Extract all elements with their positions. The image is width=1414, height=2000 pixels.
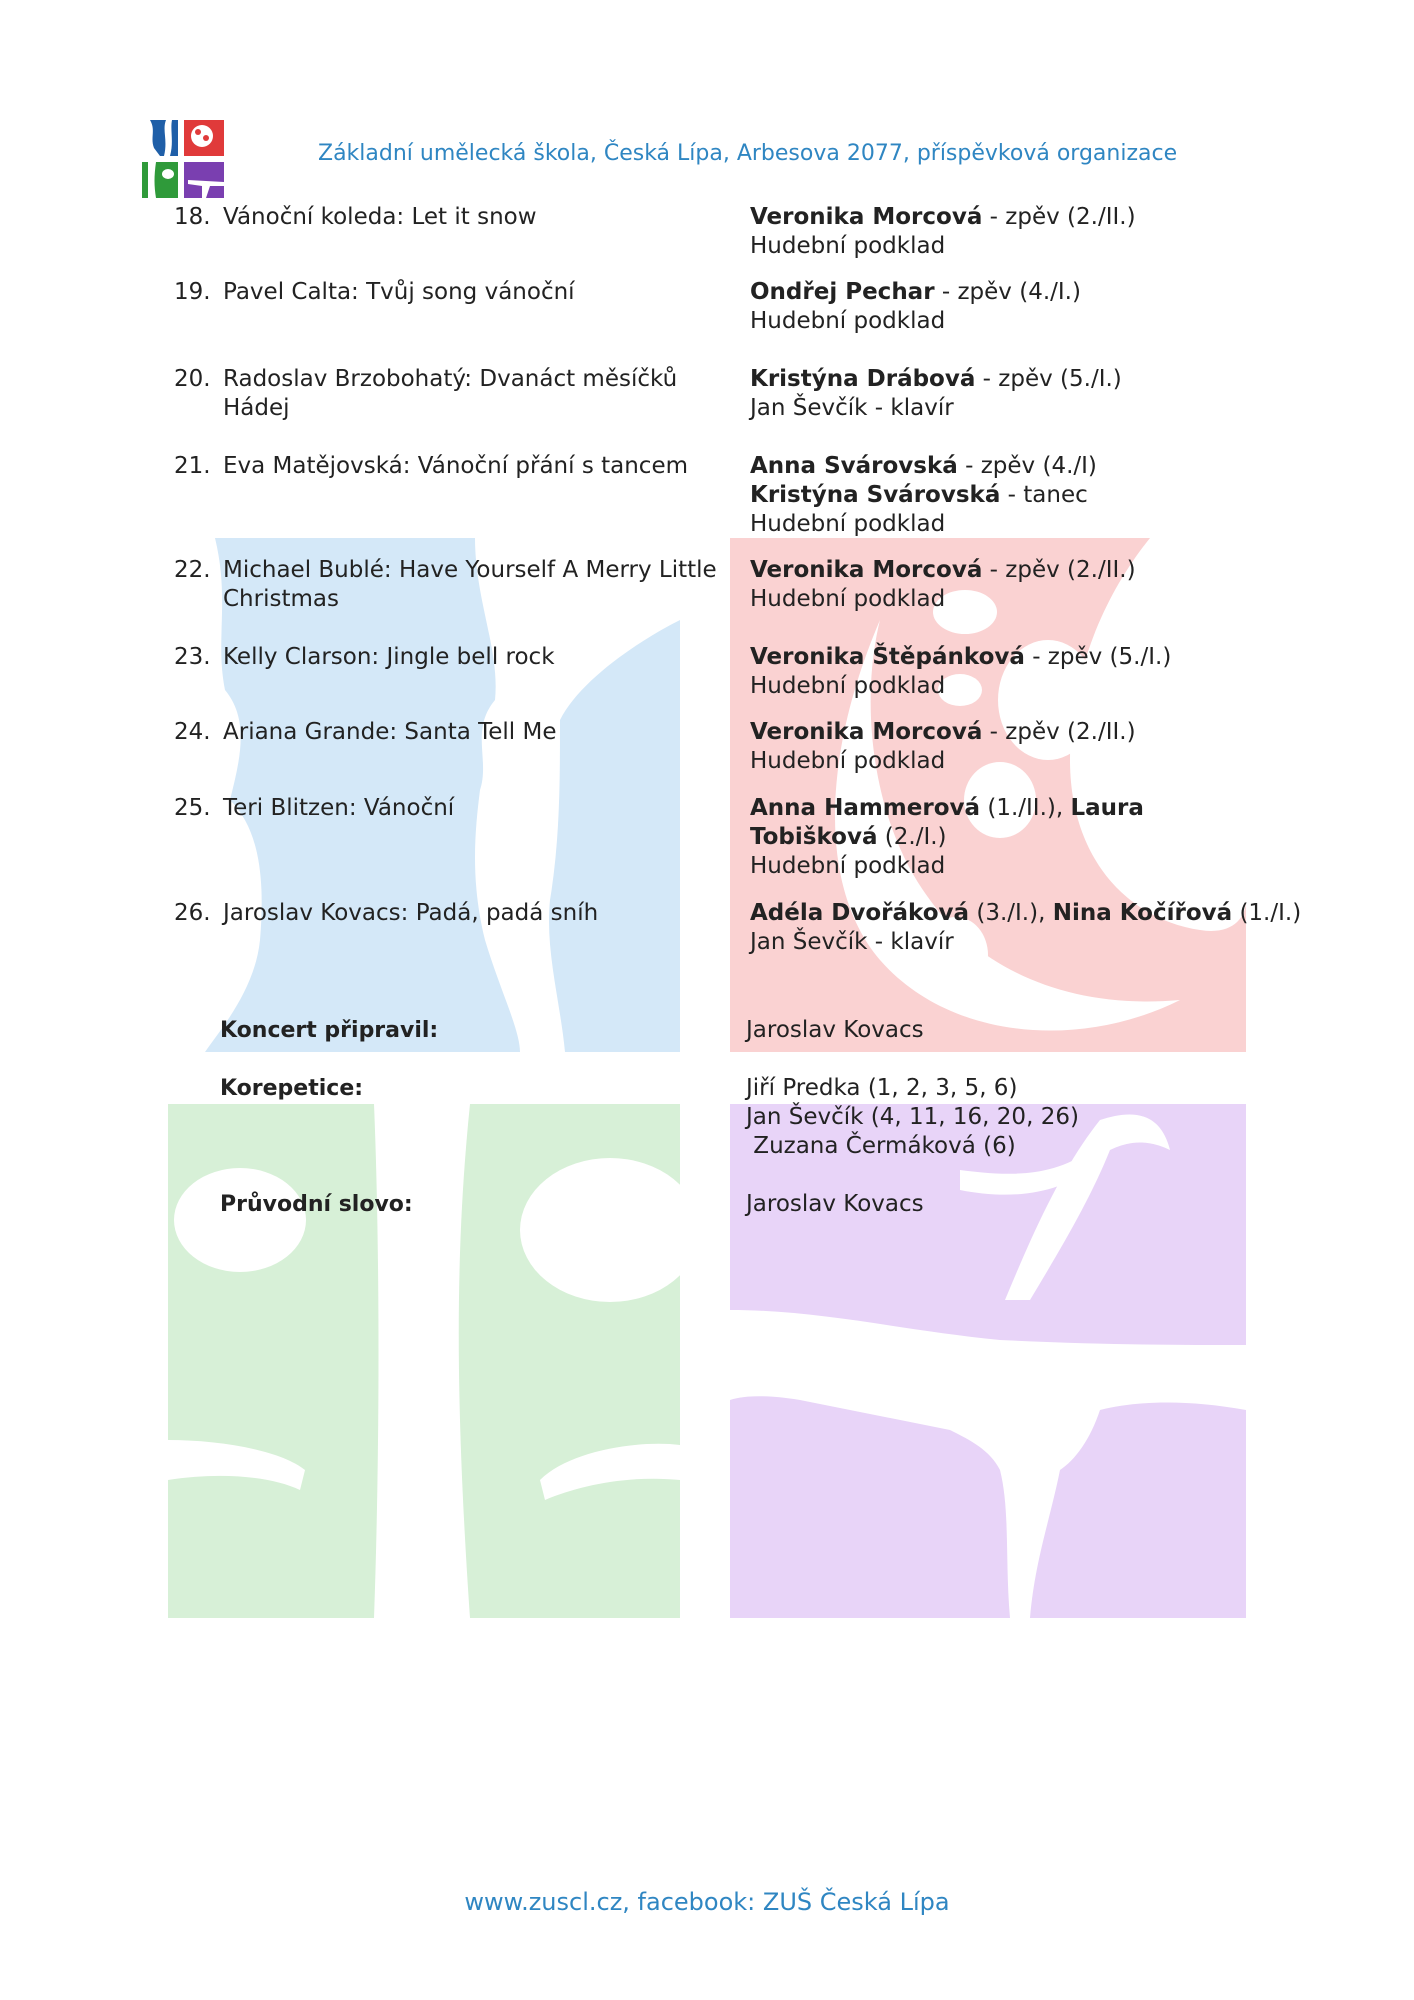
item-performers: [750, 452, 1270, 539]
performer-detail: - zpěv (2./II.): [982, 204, 1136, 230]
item-performers: [750, 278, 1270, 336]
korepetice-label: Korepetice:: [220, 1076, 364, 1101]
korepetice-list: [746, 1074, 1079, 1161]
performer-line: Hudební podklad: [750, 511, 946, 537]
performer-name: Veronika Morcová: [750, 204, 983, 230]
performer-name: Kristýna Svárovská: [750, 482, 1001, 508]
item-title: Jaroslav Kovacs: Padá, padá sníh: [223, 900, 599, 926]
item-number: 24.: [174, 719, 211, 745]
performer-detail: - zpěv (2./II.): [982, 719, 1136, 745]
korepetice-line: Jiří Predka (1, 2, 3, 5, 6): [746, 1075, 1018, 1101]
performer-detail: - zpěv (5./I.): [1024, 644, 1172, 670]
item-title: Radoslav Brzobohatý: Dvanáct měsíčků Hádej: [223, 366, 678, 421]
performer-line: Hudební podklad: [750, 748, 946, 774]
korepetice-line: Zuzana Čermáková (6): [746, 1133, 1016, 1159]
performer-name: Nina Kočířová: [1052, 900, 1233, 926]
performer-name: Kristýna Drábová: [750, 366, 976, 392]
item-performers: [750, 365, 1270, 423]
performer-line: Hudební podklad: [750, 233, 946, 259]
prepared-label: Koncert připravil:: [220, 1018, 439, 1043]
performer-name: Veronika Štěpánková: [750, 644, 1025, 670]
item-title: Kelly Clarson: Jingle bell rock: [223, 644, 555, 670]
item-performers: [750, 643, 1270, 701]
item-number: 26.: [174, 900, 211, 926]
performer-name: Adéla Dvořáková: [750, 900, 970, 926]
performer-line: Jan Ševčík - klavír: [750, 395, 954, 421]
school-logo: [140, 118, 226, 200]
speech-value: Jaroslav Kovacs: [746, 1191, 924, 1217]
item-title: Pavel Calta: Tvůj song vánoční: [223, 279, 575, 305]
item-number: 19.: [174, 279, 211, 305]
performer-detail: (3./I.),: [969, 900, 1053, 926]
item-number: 20.: [174, 366, 211, 392]
school-name: Základní umělecká škola, Česká Lípa, Arbesova 2077, příspěvková organizace: [318, 141, 1178, 166]
item-performers: [750, 556, 1270, 614]
item-performers: [750, 794, 1270, 881]
performer-line: Hudební podklad: [750, 308, 946, 334]
item-title: Vánoční koleda: Let it snow: [223, 204, 537, 230]
item-title: Ariana Grande: Santa Tell Me: [223, 719, 557, 745]
item-title: Michael Bublé: Have Yourself A Merry Little Christmas: [223, 557, 717, 612]
performer-detail: - zpěv (2./II.): [982, 557, 1136, 583]
footer-links[interactable]: www.zuscl.cz, facebook: ZUŠ Česká Lípa: [464, 1888, 950, 1916]
performer-detail: - zpěv (5./I.): [975, 366, 1122, 392]
performer-detail: (2./I.): [877, 824, 947, 850]
performer-detail: - zpěv (4./I): [957, 453, 1097, 479]
item-number: 21.: [174, 453, 211, 479]
speech-label: Průvodní slovo:: [220, 1192, 413, 1217]
performer-name: Anna Hammerová: [750, 795, 981, 821]
item-number: 23.: [174, 644, 211, 670]
performer-line: Jan Ševčík - klavír: [750, 929, 954, 955]
item-title: Teri Blitzen: Vánoční: [223, 795, 455, 821]
performer-name: Laura Tobišková: [750, 795, 1144, 850]
item-performers: [750, 899, 1302, 957]
performer-line: Hudební podklad: [750, 853, 946, 879]
performer-line: Hudební podklad: [750, 673, 946, 699]
item-performers: [750, 718, 1270, 776]
performer-name: Veronika Morcová: [750, 557, 983, 583]
performer-name: Veronika Morcová: [750, 719, 983, 745]
performer-detail: - tanec: [1000, 482, 1088, 508]
performer-detail: (1./II.),: [980, 795, 1071, 821]
performer-name: Anna Svárovská: [750, 453, 958, 479]
prepared-value: Jaroslav Kovacs: [746, 1017, 924, 1043]
performer-line: Hudební podklad: [750, 586, 946, 612]
performer-name: Ondřej Pechar: [750, 279, 935, 305]
item-performers: [750, 203, 1270, 261]
item-number: 25.: [174, 795, 211, 821]
performer-detail: (1./I.): [1232, 900, 1302, 926]
item-title: Eva Matějovská: Vánoční přání s tancem: [223, 453, 689, 479]
item-number: 22.: [174, 557, 211, 583]
item-number: 18.: [174, 204, 211, 230]
performer-detail: - zpěv (4./I.): [934, 279, 1081, 305]
korepetice-line: Jan Ševčík (4, 11, 16, 20, 26): [746, 1104, 1079, 1130]
